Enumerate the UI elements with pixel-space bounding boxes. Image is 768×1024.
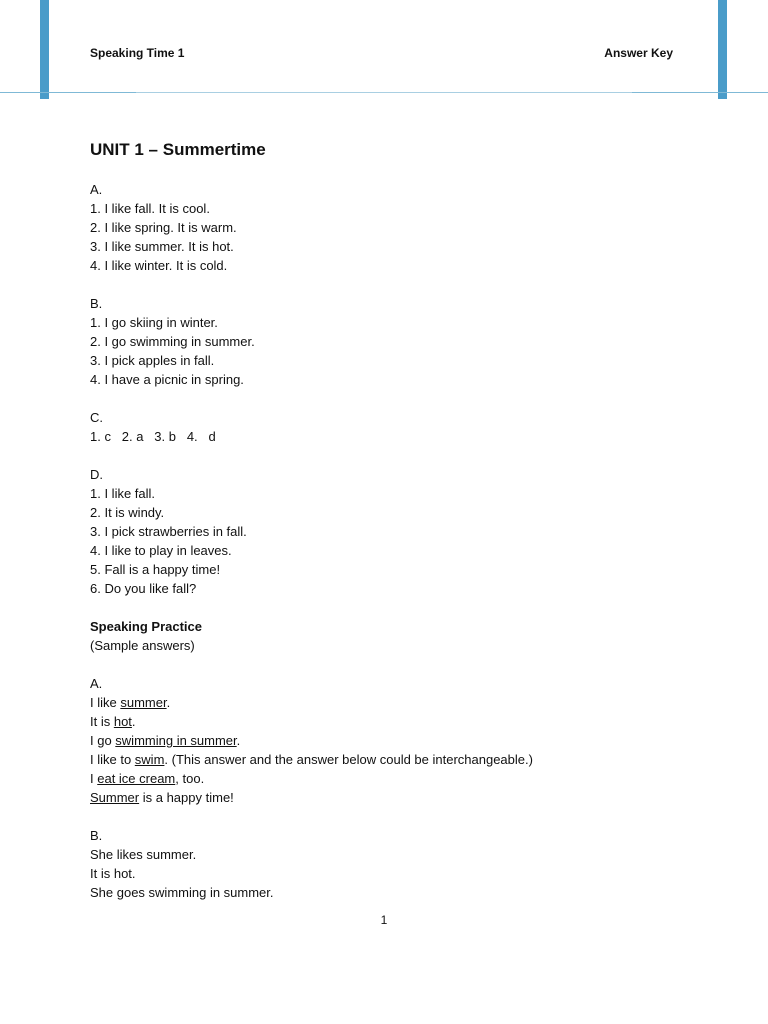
speaking-practice-note: (Sample answers) xyxy=(90,638,195,653)
section-b-item: 1. I go skiing in winter. xyxy=(90,315,218,330)
text-segment: . xyxy=(236,733,241,748)
section-a-item: 3. I like summer. It is hot. xyxy=(90,239,234,254)
spacer xyxy=(90,807,690,826)
text-segment: . (This answer and the answer below could be interchangeable.) xyxy=(164,752,533,767)
spacer xyxy=(90,598,690,617)
underlined-answer: summer xyxy=(120,695,167,710)
section-b-label: B. xyxy=(90,296,103,311)
practice-b-item: She likes summer. xyxy=(90,847,197,862)
text-segment: , too. xyxy=(175,771,205,786)
right-accent-bar xyxy=(718,0,727,99)
section-a-item: 2. I like spring. It is warm. xyxy=(90,220,237,235)
header-rule-middle xyxy=(136,92,632,93)
header-rule-left xyxy=(0,92,136,93)
underlined-answer: eat ice cream xyxy=(97,771,176,786)
spacer xyxy=(90,446,690,465)
spacer xyxy=(90,655,690,674)
practice-a-line xyxy=(90,750,690,769)
left-accent-bar xyxy=(40,0,49,99)
section-b-item: 3. I pick apples in fall. xyxy=(90,353,215,368)
spacer xyxy=(90,275,690,294)
text-segment: It is xyxy=(90,714,114,729)
unit-title: UNIT 1 – Summertime xyxy=(90,140,266,159)
practice-b-item: It is hot. xyxy=(90,866,136,881)
section-b-item: 4. I have a picnic in spring. xyxy=(90,372,244,387)
text-segment: I xyxy=(90,771,98,786)
practice-a-label: A. xyxy=(90,676,103,691)
spacer xyxy=(90,389,690,408)
section-b-item: 2. I go swimming in summer. xyxy=(90,334,255,349)
section-d-label: D. xyxy=(90,467,103,482)
section-d-item: 4. I like to play in leaves. xyxy=(90,543,232,558)
underlined-answer: swimming in summer xyxy=(115,733,237,748)
page-body xyxy=(90,139,690,902)
text-segment: I go xyxy=(90,733,116,748)
text-segment: I like xyxy=(90,695,121,710)
section-d-item: 2. It is windy. xyxy=(90,505,165,520)
section-a-item: 1. I like fall. It is cool. xyxy=(90,201,210,216)
section-d-item: 3. I pick strawberries in fall. xyxy=(90,524,247,539)
header-answer-key: Answer Key xyxy=(604,46,673,60)
text-segment: I like to xyxy=(90,752,135,767)
section-d-item: 6. Do you like fall? xyxy=(90,581,197,596)
header-rule-right xyxy=(632,92,768,93)
practice-a-line xyxy=(90,731,690,750)
section-d-item: 1. I like fall. xyxy=(90,486,156,501)
practice-b-item: She goes swimming in summer. xyxy=(90,885,274,900)
practice-b-label: B. xyxy=(90,828,103,843)
practice-a-line xyxy=(90,693,690,712)
section-a-item: 4. I like winter. It is cold. xyxy=(90,258,228,273)
section-c-answers: 1. c 2. a 3. b 4. d xyxy=(90,429,216,444)
section-a-label: A. xyxy=(90,182,103,197)
underlined-answer: hot xyxy=(113,714,132,729)
section-d-item: 5. Fall is a happy time! xyxy=(90,562,221,577)
header-book-title: Speaking Time 1 xyxy=(90,46,185,60)
underlined-answer: swim xyxy=(134,752,165,767)
speaking-practice-heading: Speaking Practice xyxy=(90,619,202,634)
page-number: 1 xyxy=(380,913,388,927)
underlined-answer: Summer xyxy=(90,790,140,805)
practice-a-line xyxy=(90,769,690,788)
practice-a-line xyxy=(90,788,690,807)
text-segment: . xyxy=(166,695,171,710)
text-segment: is a happy time! xyxy=(139,790,234,805)
text-segment: . xyxy=(131,714,136,729)
practice-a-line xyxy=(90,712,690,731)
section-c-label: C. xyxy=(90,410,103,425)
